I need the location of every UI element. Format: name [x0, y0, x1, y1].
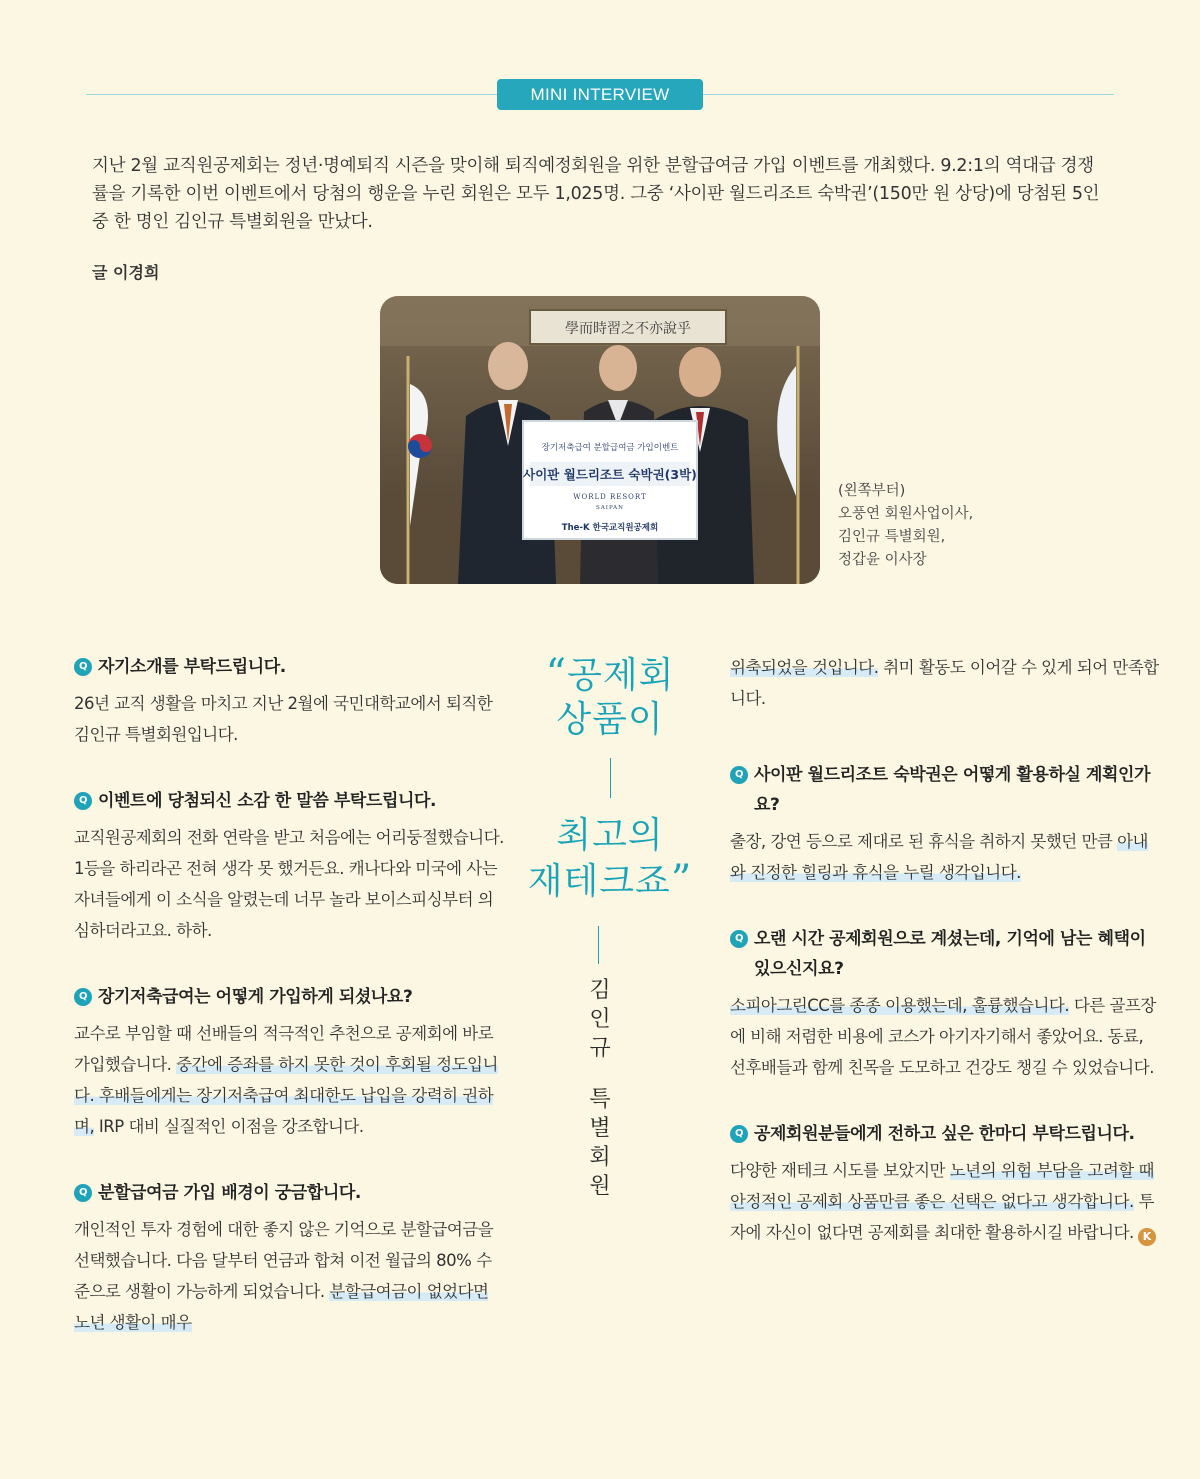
- answer-text: 개인적인 투자 경험에 대한 좋지 않은 기억으로 분할급여금을 선택했습니다. 다음 달부터 연금과 합쳐 이전 월급의 80% 수준으로 생활이 가능하게 되었습니다.: [74, 1220, 494, 1301]
- qa-item: [74, 982, 504, 1142]
- question-text: 장기저축급여는 어떻게 가입하게 되셨나요?: [98, 987, 413, 1007]
- question-text: 오랜 시간 공제회원으로 계셨는데, 기억에 남는 혜택이 있으신지요?: [754, 929, 1146, 979]
- pull-quote-line-1: “공제회: [545, 651, 675, 697]
- pull-quote-line-2: 상품이: [556, 699, 664, 740]
- byline: 글 이경희: [92, 263, 160, 282]
- highlighted-text: 소피아그린CC를 종종 이용했는데, 훌륭했습니다.: [730, 996, 1070, 1015]
- question-text: 자기소개를 부탁드립니다.: [98, 657, 286, 677]
- name-char: [588, 1063, 612, 1085]
- qa-item: [730, 924, 1160, 1083]
- highlighted-text: 아내와 진정한 힐링과 휴식을 누릴 생각입니다.: [730, 832, 1148, 882]
- question-text: 사이판 월드리조트 숙박권은 어떻게 활용하실 계획인가요?: [754, 765, 1151, 815]
- caption-line: 정갑윤 이사장: [838, 552, 927, 568]
- answer-text: 투자에 자신이 없다면 공제회를 최대한 활용하시길 바랍니다.: [730, 1192, 1154, 1242]
- close-quote-mark: ”: [670, 857, 693, 903]
- answer: [730, 990, 1160, 1083]
- section-badge: MINI INTERVIEW: [497, 79, 703, 110]
- board-resort: WORLD RESORT: [573, 493, 647, 501]
- highlighted-text: 중간에 증좌를 하지 못한 것이 후회될 정도입니다. 후배들에게는 장기저축급여 최대한도 납입을 강력히 권하며,: [74, 1055, 498, 1136]
- question-badge-icon: Q: [730, 1125, 748, 1143]
- name-divider: [598, 926, 599, 964]
- name-char: 김: [589, 978, 611, 1003]
- caption-line: 오풍연 회원사업이사,: [838, 506, 974, 522]
- name-char: 원: [589, 1174, 611, 1199]
- open-quote-mark: “: [545, 651, 568, 697]
- question-badge-icon: Q: [74, 1184, 92, 1202]
- answer: [74, 1214, 504, 1338]
- question: [74, 652, 504, 682]
- name-char: 별: [589, 1116, 611, 1141]
- question: [74, 982, 504, 1012]
- qa-item: [74, 1178, 504, 1338]
- answer-text: IRP 대비 실질적인 이점을 강조합니다.: [94, 1117, 364, 1136]
- question: [74, 786, 504, 816]
- photo-illustration: [380, 296, 820, 584]
- answer-text: 교직원공제회의 전화 연락을 받고 처음에는 어리둥절했습니다. 1등을 하리라곤 전혀 생각 못 했거든요. 캐나다와 미국에 사는 자녀들에게 이 소식을 알렸는데 너무 놀라 보이스피싱부터 의심하더라고요. 하하.: [74, 828, 504, 940]
- question-badge-icon: Q: [74, 792, 92, 810]
- qa-column-right: [730, 652, 1160, 1284]
- qa-item: [74, 652, 504, 750]
- qa-column-left: [74, 652, 504, 1374]
- name-char: 특: [589, 1087, 611, 1112]
- interview-photo: [380, 296, 820, 584]
- calligraphy-text: 學而時習之不亦說乎: [565, 321, 691, 337]
- answer: [74, 688, 504, 750]
- interviewee-name-vertical: [588, 976, 612, 1201]
- answer: [730, 826, 1160, 888]
- answer-text: 다양한 재테크 시도를 보았지만: [730, 1161, 950, 1180]
- question-text: 공제회원분들에게 전하고 싶은 한마디 부탁드립니다.: [754, 1124, 1135, 1144]
- question-badge-icon: Q: [74, 988, 92, 1006]
- board-main: 사이판 월드리조트 숙박권(3박): [523, 467, 697, 482]
- highlighted-text: 위축되었을 것입니다.: [730, 658, 879, 677]
- answer-text: 26년 교직 생활을 마치고 지난 2월에 국민대학교에서 퇴직한 김인규 특별회원입니다.: [74, 694, 493, 744]
- question-badge-icon: Q: [730, 766, 748, 784]
- question-text: 이벤트에 당첨되신 소감 한 말씀 부탁드립니다.: [98, 791, 437, 811]
- photo-caption: [838, 480, 973, 572]
- question: [74, 1178, 504, 1208]
- question-text: 분할급여금 가입 배경이 궁금합니다.: [98, 1183, 361, 1203]
- answer: [730, 1155, 1160, 1248]
- intro-paragraph: 지난 2월 교직원공제회는 정년·명예퇴직 시즌을 맞이해 퇴직예정회원을 위한 분할급여금 가입 이벤트를 개최했다. 9.2:1의 역대급 경쟁률을 기록한 이번 이벤트에서 당첨의 행운을 누린 회원은 모두 1,025명. 그중 ‘사이판 월드리조트 숙박권’(150만 원 상당)에 당첨된 5인 중 한 명인 김인규 특별회원을 만났다.: [92, 156, 1100, 232]
- question: [730, 924, 1160, 984]
- answer-text: 출장, 강연 등으로 제대로 된 휴식을 취하지 못했던 만큼: [730, 832, 1118, 851]
- caption-line: 김인규 특별회원,: [838, 529, 946, 545]
- pull-quote-line-4: 재테크죠”: [527, 857, 693, 903]
- board-title: 장기저축급여 분할급여금 가입이벤트: [541, 443, 679, 453]
- quote-divider: [610, 758, 611, 798]
- answer-text: 교수로 부임할 때 선배들의 적극적인 추천으로 공제회에 바로 가입했습니다.: [74, 1024, 494, 1074]
- qa-item: [74, 786, 504, 946]
- answer: [74, 1018, 504, 1142]
- answer: [74, 822, 504, 946]
- qa-item: [730, 760, 1160, 888]
- question: [730, 1119, 1160, 1149]
- pull-quote-line-3: 최고의: [556, 815, 664, 856]
- board-footer: The-K 한국교직원공제회: [561, 523, 659, 533]
- highlighted-text: 노년의 위험 부담을 고려할 때 안정적인 공제회 상품만큼 좋은 선택은 없다고 생각합니다.: [730, 1161, 1154, 1211]
- answer-continued: [730, 652, 1160, 714]
- pull-quote: [510, 652, 710, 904]
- name-char: 규: [589, 1036, 611, 1061]
- question-badge-icon: Q: [74, 658, 92, 676]
- name-char: 회: [589, 1145, 611, 1170]
- caption-line: (왼쪽부터): [838, 483, 906, 499]
- answer-text: 취미 활동도 이어갈 수 있게 되어 만족합니다.: [730, 658, 1159, 708]
- end-mark-icon: K: [1138, 1228, 1156, 1246]
- board-resort-sub: SAIPAN: [596, 505, 624, 511]
- highlighted-text: 분할급여금이 없었다면 노년 생활이 매우: [74, 1282, 489, 1332]
- name-char: 인: [589, 1007, 611, 1032]
- qa-item: [730, 1119, 1160, 1248]
- question-badge-icon: Q: [730, 930, 748, 948]
- question: [730, 760, 1160, 820]
- answer-text: 다른 골프장에 비해 저렴한 비용에 코스가 아기자기해서 좋았어요. 동료, 선후배들과 함께 친목을 도모하고 건강도 챙길 수 있었습니다.: [730, 996, 1156, 1077]
